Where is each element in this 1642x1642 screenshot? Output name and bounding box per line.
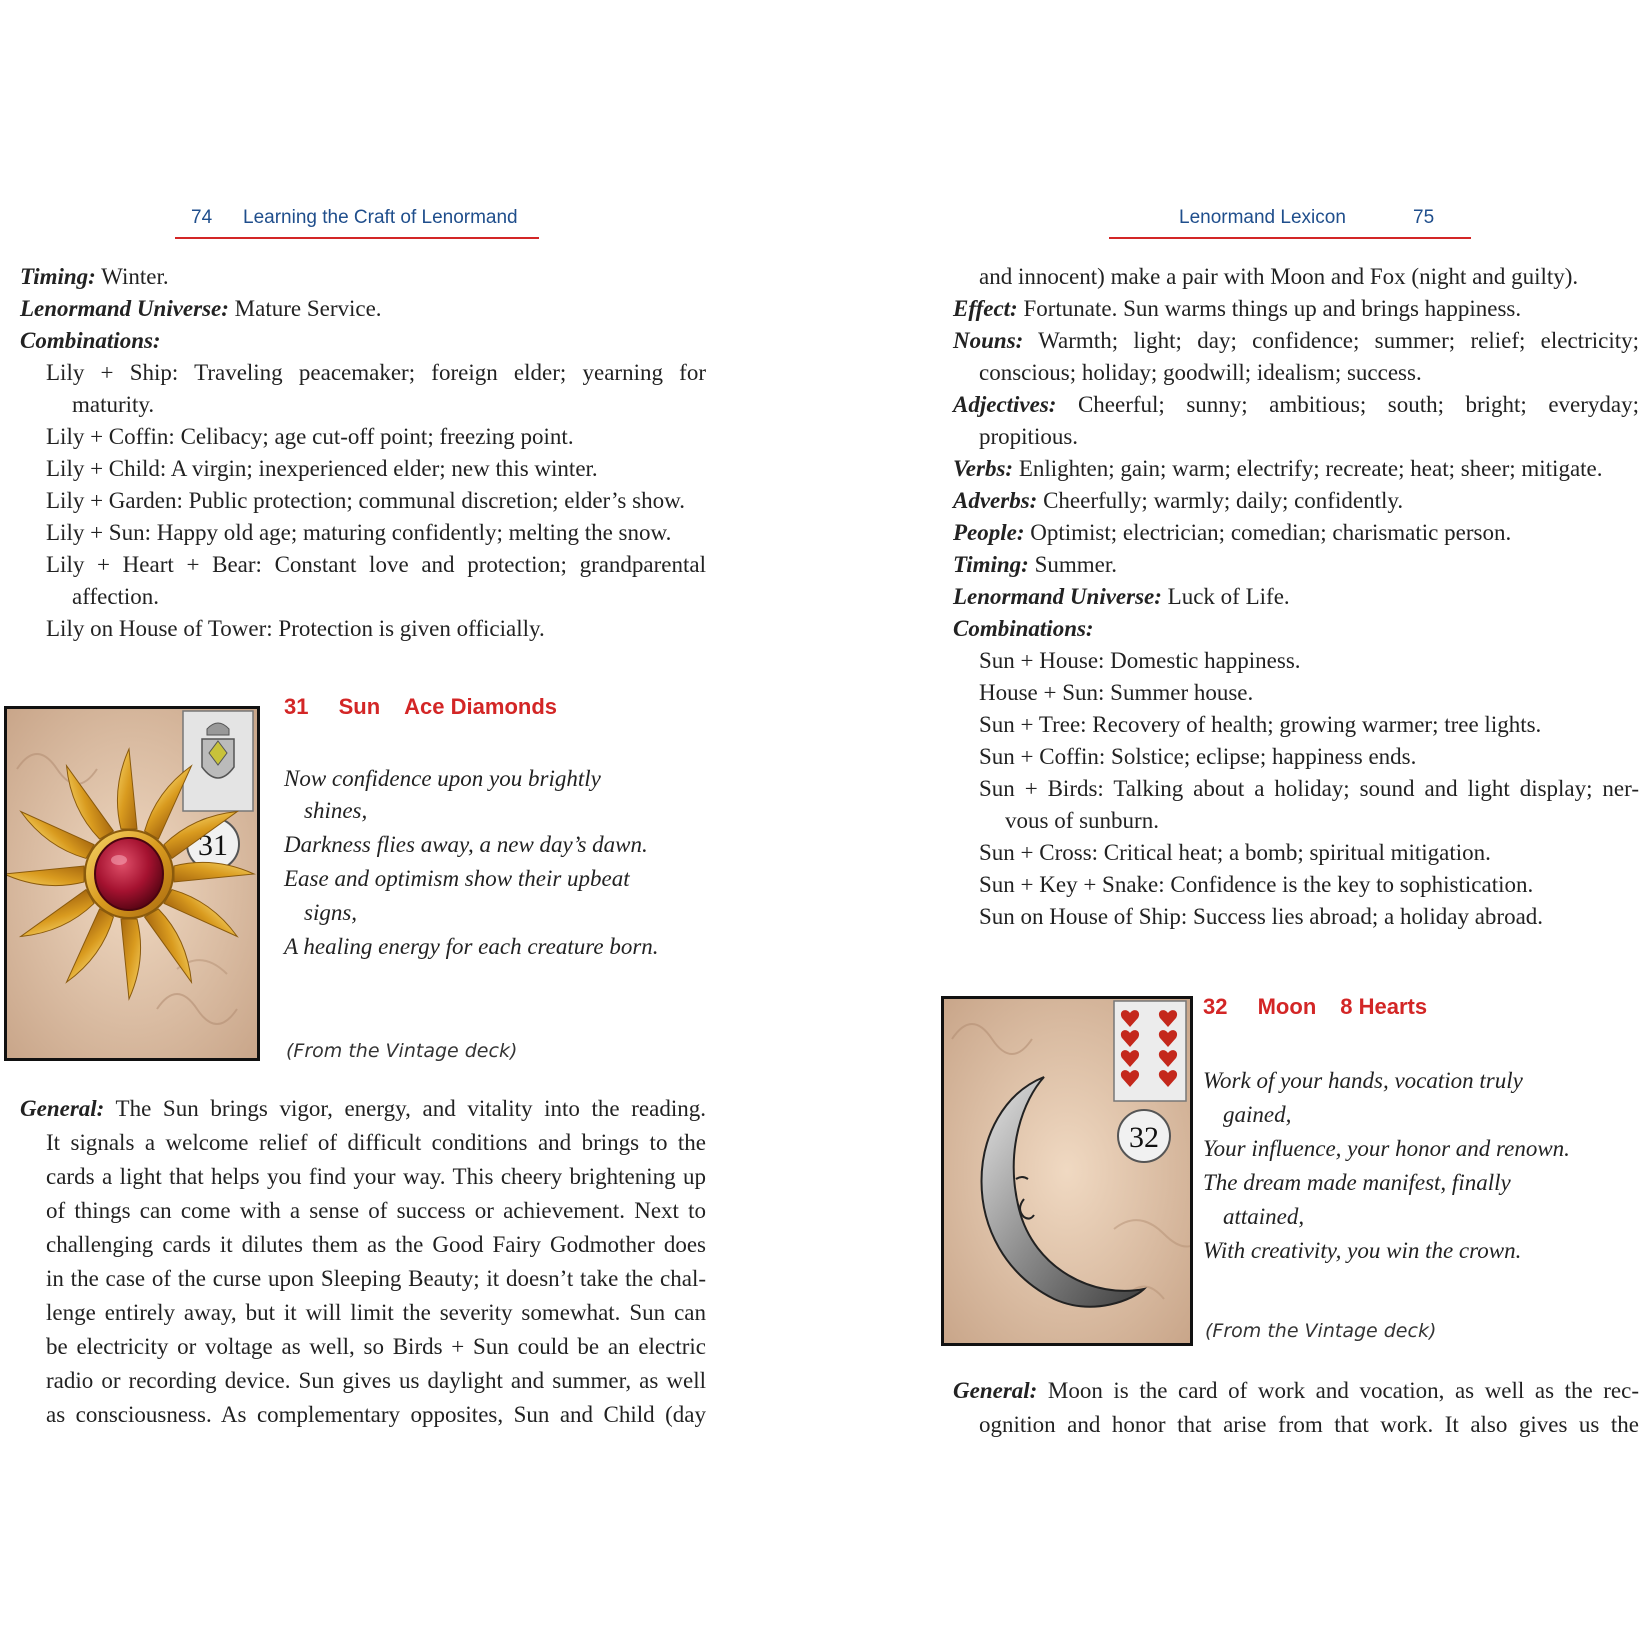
adverbs-entry: Adverbs: Cheerfully; warmly; daily; confidently. xyxy=(953,488,1404,513)
combination-line: Lily + Heart + Bear: Constant love and protection; grandparental xyxy=(46,552,706,577)
poem-line: Work of your hands, vocation truly xyxy=(1203,1068,1523,1093)
combination-line: Sun + House: Domestic happiness. xyxy=(979,648,1301,673)
general-line: challenging cards it dilutes them as the Good Fairy Godmother does xyxy=(46,1232,706,1257)
verbs-entry: Verbs: Enlighten; gain; warm; electrify; recreate; heat; sheer; mitigate. xyxy=(953,456,1603,481)
card-heading xyxy=(1203,994,1427,1020)
combination-line: maturity. xyxy=(72,392,155,417)
sun-card-image xyxy=(4,706,260,1061)
page-number: 75 xyxy=(1413,207,1435,228)
nouns-entry: Nouns: Warmth; light; day; confidence; summer; relief; electricity; xyxy=(953,328,1639,353)
poem-line: gained, xyxy=(1223,1102,1292,1127)
universe-entry: Lenormand Universe: Mature Service. xyxy=(20,296,382,321)
combination-line: Sun + Coffin: Solstice; eclipse; happiness ends. xyxy=(979,744,1417,769)
combination-line: Sun + Birds: Talking about a holiday; sound and light display; ner- xyxy=(979,776,1639,801)
poem-line: signs, xyxy=(304,900,358,925)
moon-card-image xyxy=(941,996,1193,1346)
moon-card-art xyxy=(944,999,1190,1343)
card-title: 32 Moon xyxy=(1203,994,1317,1019)
running-head-right xyxy=(1109,207,1471,239)
general-line: lenge entirely away, but it will limit the severity somewhat. Sun can xyxy=(46,1300,706,1325)
poem-line: Now confidence upon you brightly xyxy=(284,766,601,791)
combination-line: Lily + Sun: Happy old age; maturing confidently; melting the snow. xyxy=(46,520,672,545)
running-head-left xyxy=(175,207,539,239)
card-source: (From the Vintage deck) xyxy=(286,1040,518,1062)
right-page xyxy=(821,0,1642,1642)
poem-line: shines, xyxy=(304,798,368,823)
card-source: (From the Vintage deck) xyxy=(1205,1320,1437,1342)
general-line: ognition and honor that arise from that work. It also gives us the xyxy=(979,1412,1639,1437)
card-badge-number: 32 xyxy=(1129,1121,1159,1154)
combination-line: Sun on House of Ship: Success lies abroad; a holiday abroad. xyxy=(979,904,1544,929)
combination-line: affection. xyxy=(72,584,160,609)
nouns-entry-cont: conscious; holiday; goodwill; idealism; success. xyxy=(979,360,1422,385)
adjectives-entry-cont: propitious. xyxy=(979,424,1079,449)
people-entry: People: Optimist; electrician; comedian; charismatic person. xyxy=(953,520,1512,545)
poem-line: With creativity, you win the crown. xyxy=(1203,1238,1522,1263)
combination-line: House + Sun: Summer house. xyxy=(979,680,1254,705)
poem-line: Ease and optimism show their upbeat xyxy=(284,866,630,891)
timing-entry: Timing: Summer. xyxy=(953,552,1117,577)
running-title: Lenormand Lexicon xyxy=(1179,207,1346,228)
combination-line: Lily + Child: A virgin; inexperienced elder; new this winter. xyxy=(46,456,598,481)
card-badge-number: 31 xyxy=(198,829,228,862)
card-heading xyxy=(284,694,557,720)
general-line: cards a light that helps you find your way. This cheery brightening up xyxy=(46,1164,706,1189)
effect-entry: Effect: Fortunate. Sun warms things up and brings happiness. xyxy=(953,296,1522,321)
poem-line: A healing energy for each creature born. xyxy=(284,934,659,959)
general-line: as consciousness. As complementary opposites, Sun and Child (day xyxy=(46,1402,706,1427)
continuation-line: and innocent) make a pair with Moon and Fox (night and guilty). xyxy=(979,264,1579,289)
general-line: General: Moon is the card of work and vocation, as well as the rec- xyxy=(953,1378,1639,1403)
page-number: 74 xyxy=(191,207,213,228)
poem-line: attained, xyxy=(1223,1204,1305,1229)
combination-line: Lily on House of Tower: Protection is given officially. xyxy=(46,616,545,641)
general-line: of things can come with a sense of success or achievement. Next to xyxy=(46,1198,706,1223)
general-line: radio or recording device. Sun gives us daylight and summer, as well xyxy=(46,1368,706,1393)
combination-line: Sun + Tree: Recovery of health; growing warmer; tree lights. xyxy=(979,712,1542,737)
general-line: be electricity or voltage as well, so Birds + Sun could be an electric xyxy=(46,1334,706,1359)
combination-line: Lily + Ship: Traveling peacemaker; foreign elder; yearning for xyxy=(46,360,706,385)
universe-entry: Lenormand Universe: Luck of Life. xyxy=(953,584,1290,609)
combination-line: Lily + Garden: Public protection; communal discretion; elder’s show. xyxy=(46,488,685,513)
combinations-entry: Combinations: xyxy=(20,328,161,353)
general-line: General: The Sun brings vigor, energy, and vitality into the reading. xyxy=(20,1096,706,1121)
general-line: in the case of the curse upon Sleeping Beauty; it doesn’t take the chal- xyxy=(46,1266,706,1291)
combination-line: Sun + Key + Snake: Confidence is the key to sophistication. xyxy=(979,872,1534,897)
combination-line: Lily + Coffin: Celibacy; age cut-off point; freezing point. xyxy=(46,424,574,449)
sun-card-art xyxy=(7,709,257,1058)
combinations-entry: Combinations: xyxy=(953,616,1094,641)
poem-line: Your influence, your honor and renown. xyxy=(1203,1136,1570,1161)
adjectives-entry: Adjectives: Cheerful; sunny; ambitious; south; bright; everyday; xyxy=(953,392,1639,417)
card-title: 31 Sun xyxy=(284,694,381,719)
running-title: Learning the Craft of Lenormand xyxy=(243,207,518,228)
playing-card-label: Ace Diamonds xyxy=(404,694,557,719)
playing-card-label: 8 Hearts xyxy=(1340,994,1428,1019)
general-line: It signals a welcome relief of difficult conditions and brings to the xyxy=(46,1130,706,1155)
poem-line: Darkness flies away, a new day’s dawn. xyxy=(284,832,648,857)
poem-line: The dream made manifest, finally xyxy=(1203,1170,1511,1195)
combination-line: vous of sunburn. xyxy=(1005,808,1159,833)
timing-entry: Timing: Winter. xyxy=(20,264,169,289)
combination-line: Sun + Cross: Critical heat; a bomb; spiritual mitigation. xyxy=(979,840,1491,865)
